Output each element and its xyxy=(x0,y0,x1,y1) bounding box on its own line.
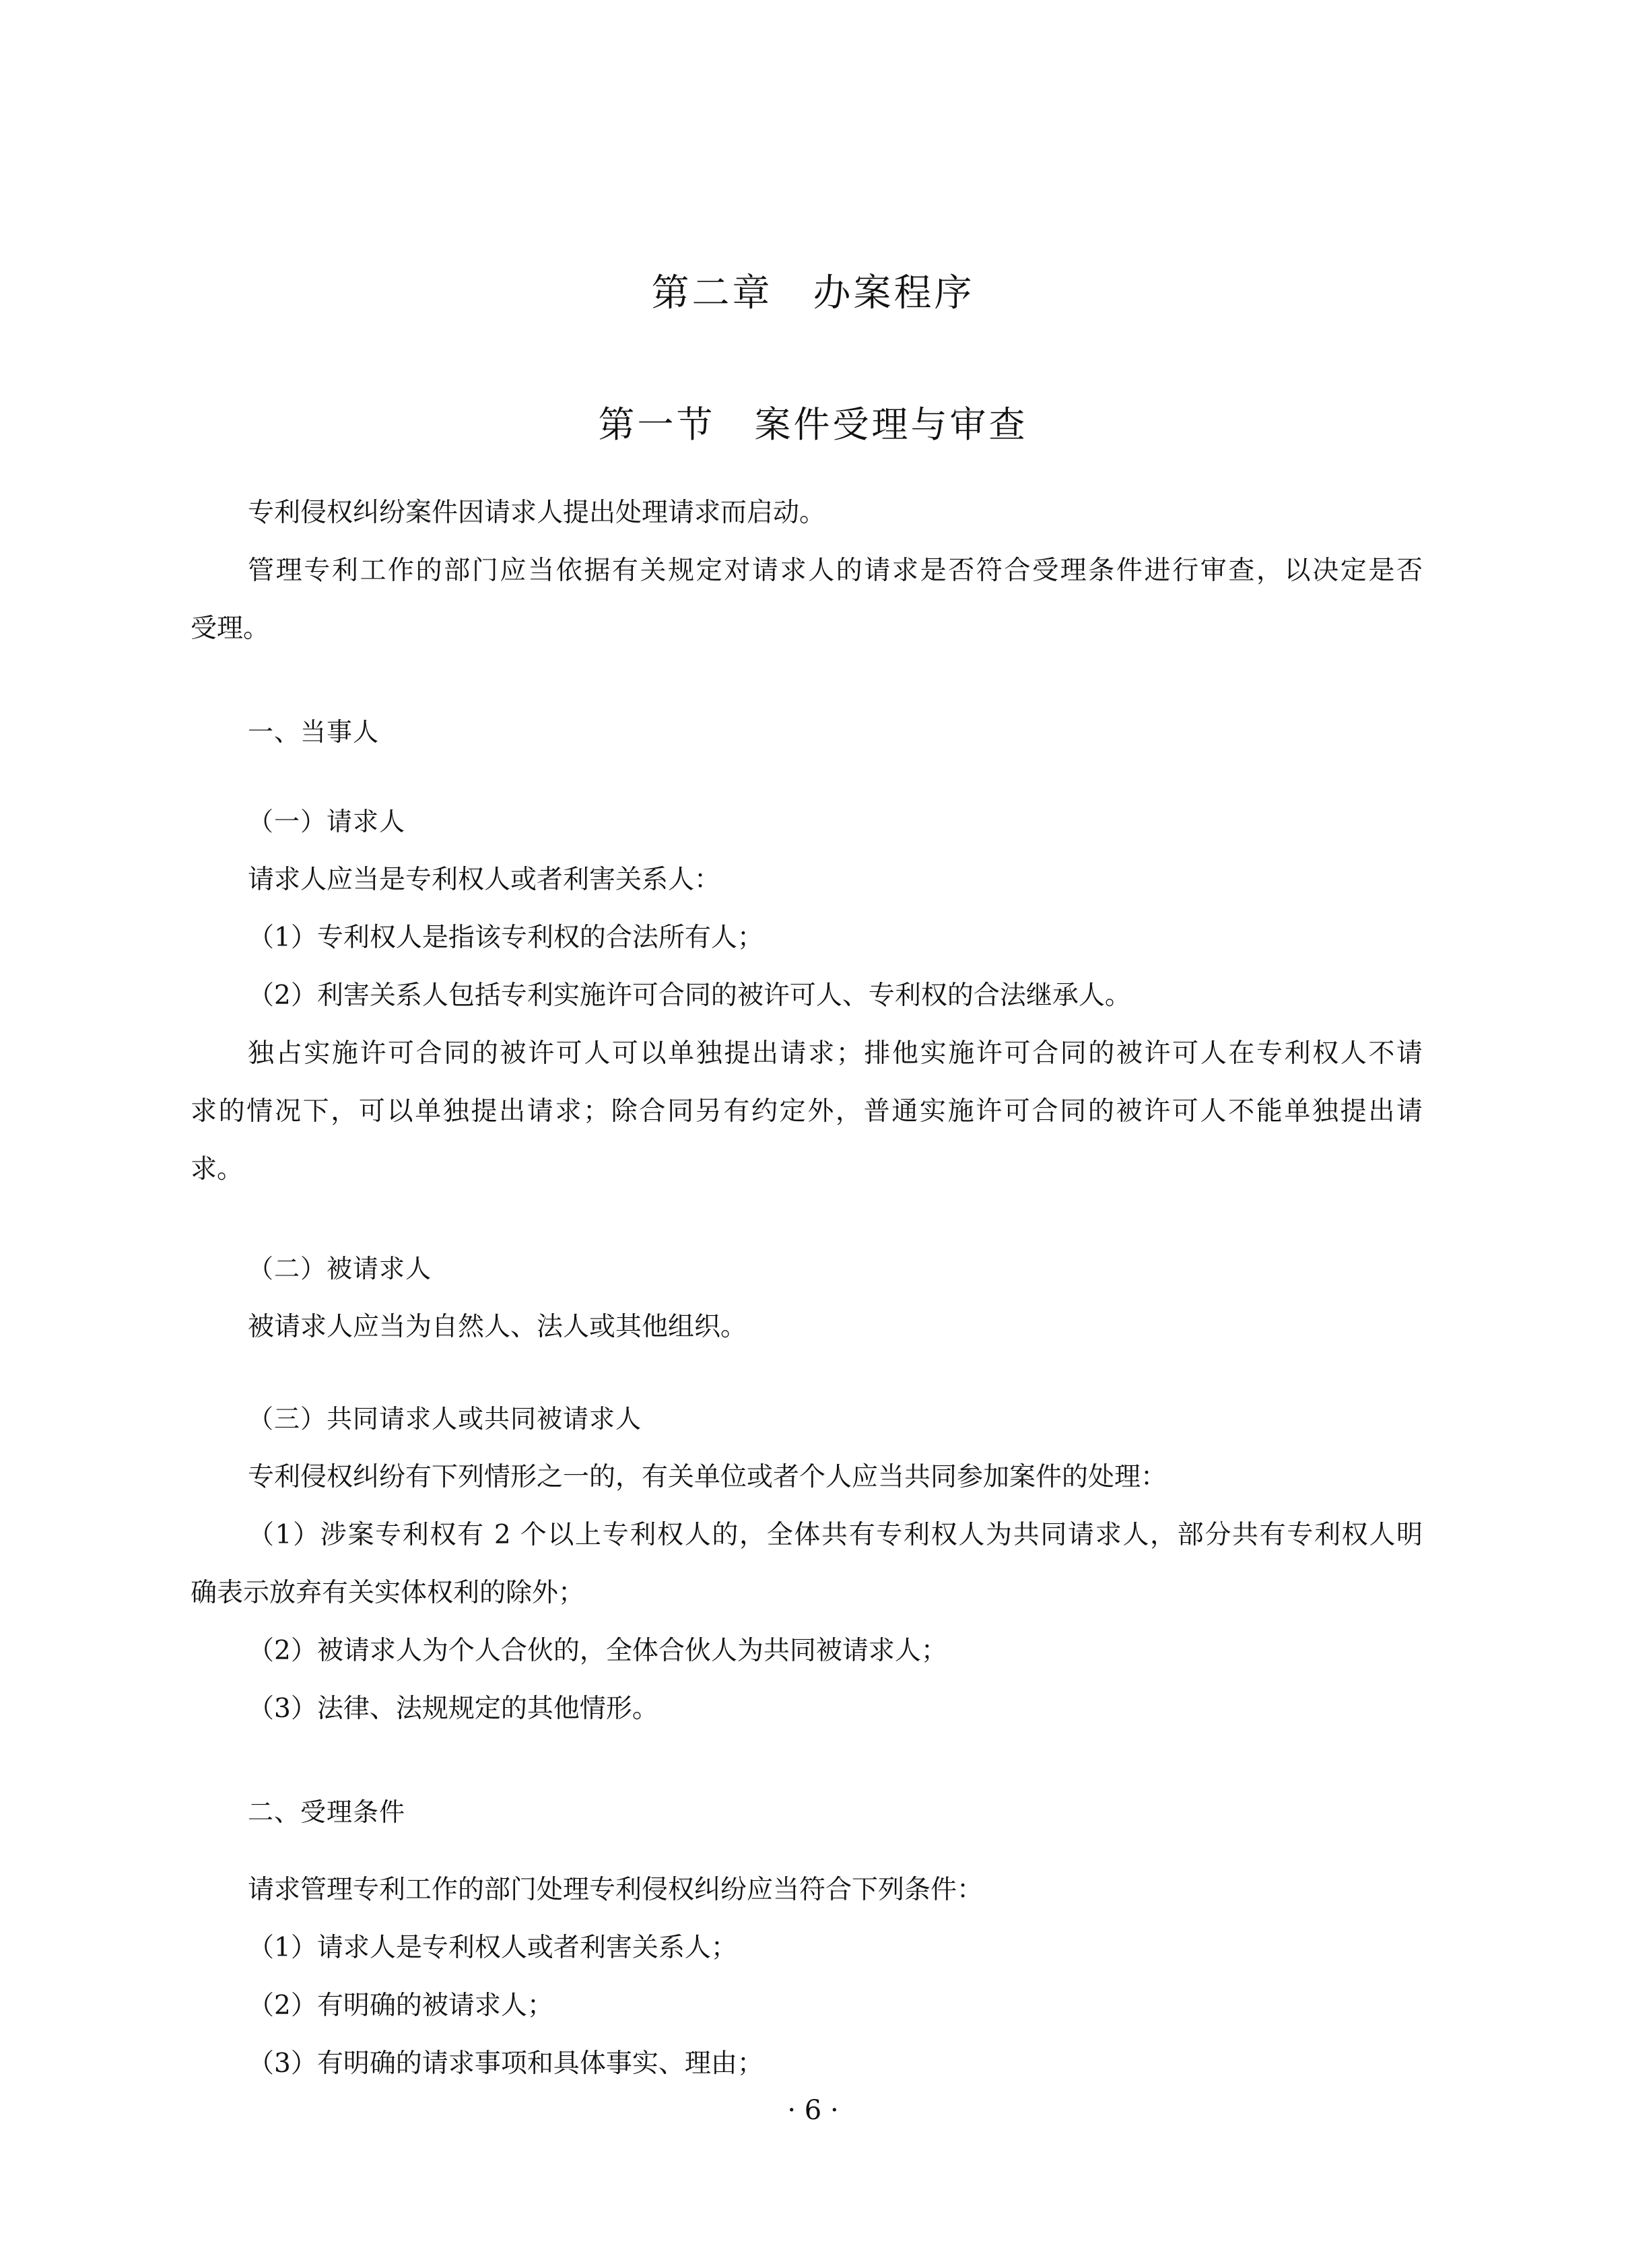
joint-parties-item-1-line2: 确表示放弃有关实体权利的除外； xyxy=(191,1578,585,1608)
chapter-title: 第二章 办案程序 xyxy=(651,271,975,315)
requester-item-2: （2）利害关系人包括专利实施许可合同的被许可人、专利权的合法继承人。 xyxy=(248,980,1131,1011)
license-note-line2: 求的情况下，可以单独提出请求；除合同另有约定外，普通实施许可合同的被许可人不能单独提出请 xyxy=(191,1096,1423,1127)
joint-parties-item-3: （3）法律、法规规定的其他情形。 xyxy=(248,1694,658,1724)
joint-parties-item-2: （2）被请求人为个人合伙的，全体合伙人为共同被请求人； xyxy=(248,1636,947,1666)
joint-parties-intro: 专利侵权纠纷有下列情形之一的，有关单位或者个人应当共同参加案件的处理： xyxy=(248,1462,1167,1492)
license-note-line3: 求。 xyxy=(191,1154,244,1185)
paragraph-review-line1: 管理专利工作的部门应当依据有关规定对请求人的请求是否符合受理条件进行审查，以决定是否 xyxy=(248,556,1423,586)
requester-intro: 请求人应当是专利权人或者利害关系人： xyxy=(248,865,721,895)
requester-item-1: （1）专利权人是指该专利权的合法所有人； xyxy=(248,923,764,953)
section-title: 第一节 案件受理与审查 xyxy=(598,403,1028,446)
paragraph-case-start: 专利侵权纠纷案件因请求人提出处理请求而启动。 xyxy=(248,498,826,528)
conditions-item-2: （2）有明确的被请求人； xyxy=(248,1991,553,2021)
joint-parties-item-1-line1: （1）涉案专利权有 2 个以上专利权人的，全体共有专利权人为共同请求人，部分共有专利权人明 xyxy=(248,1520,1423,1550)
heading-respondent: （二）被请求人 xyxy=(248,1254,432,1283)
heading-joint-parties: （三）共同请求人或共同被请求人 xyxy=(248,1404,642,1434)
license-note-line1: 独占实施许可合同的被许可人可以单独提出请求；排他实施许可合同的被许可人在专利权人不请 xyxy=(248,1038,1423,1069)
respondent-text: 被请求人应当为自然人、法人或其他组织。 xyxy=(248,1312,747,1342)
heading-acceptance-conditions: 二、受理条件 xyxy=(248,1797,406,1827)
page-number: · 6 · xyxy=(787,2095,839,2126)
conditions-item-1: （1）请求人是专利权人或者利害关系人； xyxy=(248,1933,737,1963)
paragraph-review-line2: 受理。 xyxy=(191,613,270,644)
heading-requester: （一）请求人 xyxy=(248,807,406,836)
conditions-intro: 请求管理专利工作的部门处理专利侵权纠纷应当符合下列条件： xyxy=(248,1875,984,1905)
conditions-item-3: （3）有明确的请求事项和具体事实、理由； xyxy=(248,2048,764,2079)
heading-parties: 一、当事人 xyxy=(248,717,380,747)
